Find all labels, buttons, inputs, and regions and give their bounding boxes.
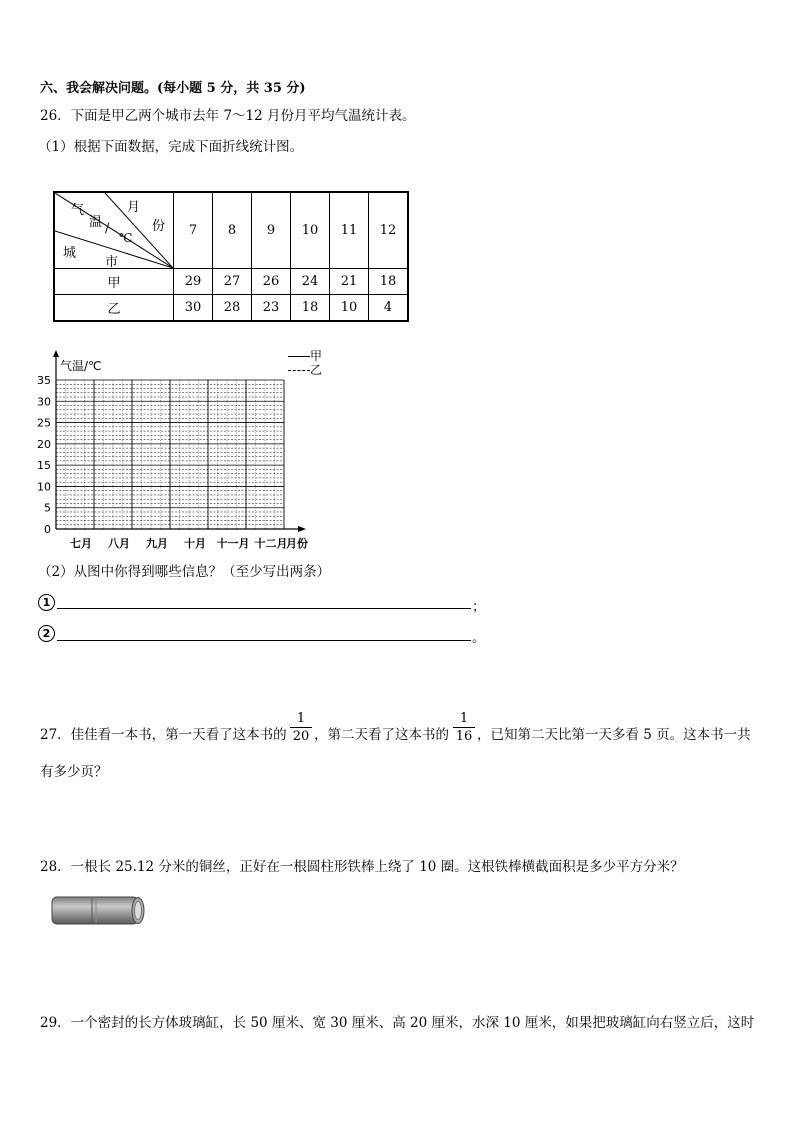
table-row [54,295,408,322]
temp-cell: 18 [291,295,330,322]
answer-end: 。 [472,630,486,646]
x-axis-title: 月份 [286,537,308,550]
x-tick-label: 十二月 [254,537,288,550]
x-tick-label: 十一月 [216,537,250,550]
corner-month: 月 [127,200,141,215]
temperature-table [53,191,409,322]
city-label: 甲 [54,269,174,295]
x-tick-label: 九月 [146,537,168,550]
q27-text-3: ，已知第二天比第一天多看 5 页。这本书一共 [477,727,751,743]
y-tick-label: 30 [37,395,51,409]
y-tick-label: 0 [44,523,51,536]
q26-part1: （1）根据下面数据，完成下面折线统计图。 [38,139,304,155]
table-row [54,269,408,295]
month-header: 7 [174,192,213,269]
y-axis-title: 气温/℃ [60,359,102,373]
corner-qi: 气 [71,203,85,218]
temp-cell: 10 [330,295,369,322]
q27-text-2: ，第二天看了这本书的 [314,727,449,743]
answer-number: 1 [38,594,55,611]
month-header: 8 [213,192,252,269]
y-tick-label: 25 [37,416,51,430]
graph-legend [288,349,322,377]
corner-fen: 份 [152,219,166,234]
x-axis-arrow [298,526,306,532]
legend-dashed-line [288,370,310,371]
legend-item-solid [288,349,322,363]
blank-line-graph [30,345,330,555]
x-tick-label: 七月 [70,537,92,550]
graph-grid [56,380,284,529]
y-tick-label: 5 [44,501,51,515]
fraction-1-16 [453,711,475,744]
y-tick-label: 20 [37,437,51,451]
y-tick-labels [37,374,51,536]
answer-end: ； [472,599,486,615]
corner-unit: ℃ [119,231,133,245]
answer-number: 2 [38,625,55,642]
temp-cell: 28 [213,295,252,322]
q26-part2: （2）从图中你得到哪些信息？（至少写出两条） [38,564,331,580]
q29-text: 29．一个密封的长方体玻璃缸，长 50 厘米、宽 30 厘米、高 20 厘米，水深 10 厘米，如果把玻璃缸向右竖立后，这时 [40,1015,755,1031]
temp-cell: 26 [252,269,291,295]
legend-label: 甲 [310,349,323,363]
table-corner-header [54,192,174,269]
y-tick-label: 10 [37,480,51,494]
city-label: 乙 [54,295,174,322]
answer-line-1[interactable] [57,608,471,609]
temp-cell: 29 [174,269,213,295]
temp-cell: 27 [213,269,252,295]
y-tick-label: 35 [37,374,51,387]
temp-cell: 21 [330,269,369,295]
q26-intro: 26．下面是甲乙两个城市去年 7～12 月份月平均气温统计表。 [40,108,416,124]
q28-text: 28．一根长 25.12 分米的铜丝，正好在一根圆柱形铁棒上绕了 10 圈。这根铁棒横截面积是多少平方分米？ [40,859,684,875]
temp-cell: 23 [252,295,291,322]
q27-text-1: 27．佳佳看一本书，第一天看了这本书的 [40,727,287,743]
denominator: 20 [292,729,310,744]
denominator: 16 [455,729,473,744]
month-header: 10 [291,192,330,269]
corner-slash: / [105,221,110,236]
section-title: 六、我会解决问题。(每小题 5 分，共 35 分) [40,81,306,96]
temp-cell: 24 [291,269,330,295]
temp-cell: 30 [174,295,213,322]
temp-cell: 18 [369,269,409,295]
temp-cell: 4 [369,295,409,322]
month-header: 11 [330,192,369,269]
numerator: 1 [459,711,469,726]
legend-item-dashed [288,363,322,377]
corner-cheng: 城 [63,246,77,261]
fraction-bar [453,727,475,728]
x-tick-labels [70,536,288,550]
y-tick-label: 15 [37,459,51,473]
corner-wen: 温 [89,215,103,230]
cylinder-rod-image [46,893,148,929]
legend-solid-line [288,356,310,357]
x-tick-label: 十月 [184,537,206,550]
q27-text-4: 有多少页？ [40,764,108,780]
corner-shi: 市 [105,255,119,270]
fraction-bar [290,727,312,728]
numerator: 1 [296,711,306,726]
y-axis-arrow [53,350,59,357]
fraction-1-20 [290,711,312,744]
month-header: 9 [252,192,291,269]
legend-label: 乙 [310,363,323,377]
x-tick-label: 八月 [108,537,130,550]
month-header: 12 [369,192,409,269]
answer-line-2[interactable] [57,640,471,641]
